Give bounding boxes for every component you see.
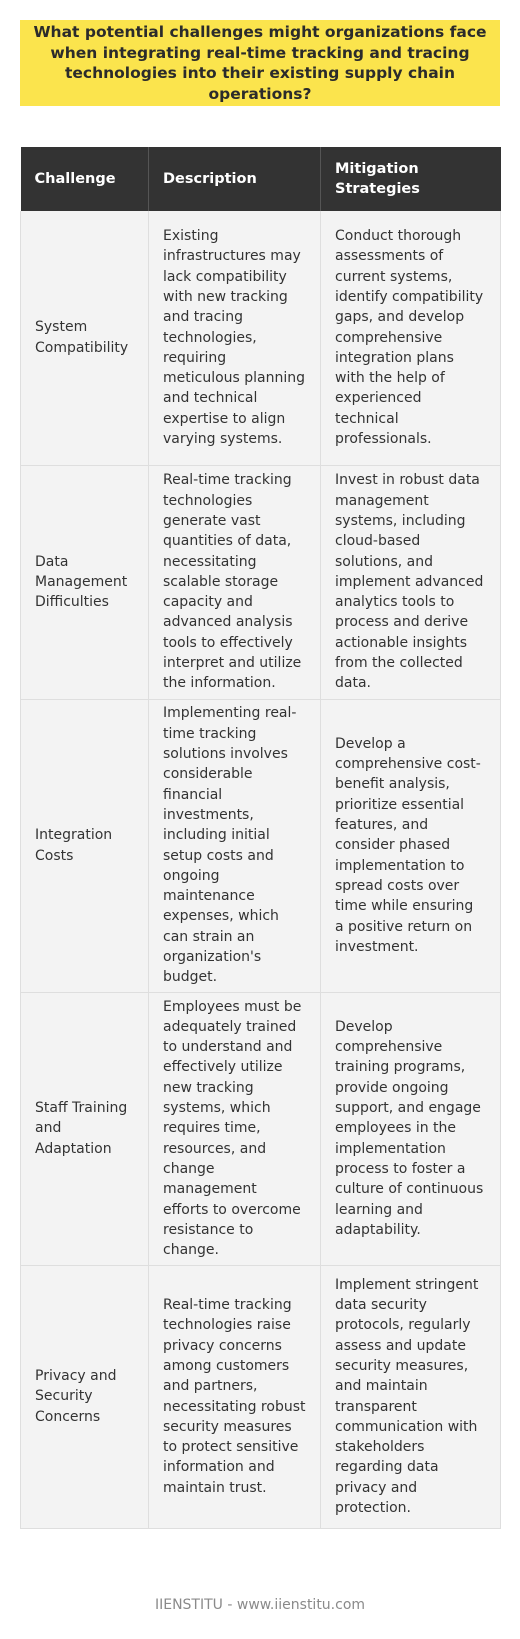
- mitigation-cell: Invest in robust data management systems, including cloud-based solutions, and implement advanced analytics tools to process and derive actionable insights from the collected data.: [321, 465, 501, 699]
- table-row: [21, 1265, 501, 1528]
- header-mitigation: Mitigation Strategies: [321, 147, 501, 211]
- header-challenge: Challenge: [21, 147, 149, 211]
- table-header-row: [21, 147, 501, 211]
- mitigation-cell: Implement stringent data security protocols, regularly assess and update security measures, and maintain transparent communication with stakeholders regarding data privacy and protection.: [321, 1265, 501, 1528]
- mitigation-cell: Develop a comprehensive cost-benefit analysis, prioritize essential features, and consider phased implementation to spread costs over time while ensuring a positive return on investment.: [321, 699, 501, 992]
- question-banner: [20, 20, 500, 106]
- challenge-cell: System Compatibility: [21, 211, 149, 465]
- table-row: [21, 992, 501, 1265]
- header-description: Description: [149, 147, 321, 211]
- mitigation-cell: Conduct thorough assessments of current systems, identify compatibility gaps, and develop comprehensive integration plans with the help of experienced technical professionals.: [321, 211, 501, 465]
- challenge-cell: Data Management Difficulties: [21, 465, 149, 699]
- footer-credit: IIENSTITU - www.iienstitu.com: [154, 1597, 366, 1613]
- challenge-cell: Privacy and Security Concerns: [21, 1265, 149, 1528]
- description-cell: Existing infrastructures may lack compatibility with new tracking and tracing technologies, requiring meticulous planning and technical expertise to align varying systems.: [149, 211, 321, 465]
- question-text: What potential challenges might organizations face when integrating real-time tracking and tracing technologies into their existing supply chain operations?: [33, 23, 487, 103]
- mitigation-cell: Develop comprehensive training programs, provide ongoing support, and engage employees in the implementation process to foster a culture of continuous learning and adaptability.: [321, 992, 501, 1265]
- description-cell: Employees must be adequately trained to understand and effectively utilize new tracking systems, which requires time, resources, and change management efforts to overcome resistance to change.: [149, 992, 321, 1265]
- table-row: [21, 211, 501, 465]
- description-cell: Real-time tracking technologies generate vast quantities of data, necessitating scalable storage capacity and advanced analysis tools to effectively interpret and utilize the information.: [149, 465, 321, 699]
- challenges-table: [20, 147, 501, 1529]
- table-row: [21, 699, 501, 992]
- challenge-cell: Staff Training and Adaptation: [21, 992, 149, 1265]
- challenge-cell: Integration Costs: [21, 699, 149, 992]
- table-row: [21, 465, 501, 699]
- description-cell: Implementing real-time tracking solutions involves considerable financial investments, including initial setup costs and ongoing maintenance expenses, which can strain an organization's budget.: [149, 699, 321, 992]
- description-cell: Real-time tracking technologies raise privacy concerns among customers and partners, necessitating robust security measures to protect sensitive information and maintain trust.: [149, 1265, 321, 1528]
